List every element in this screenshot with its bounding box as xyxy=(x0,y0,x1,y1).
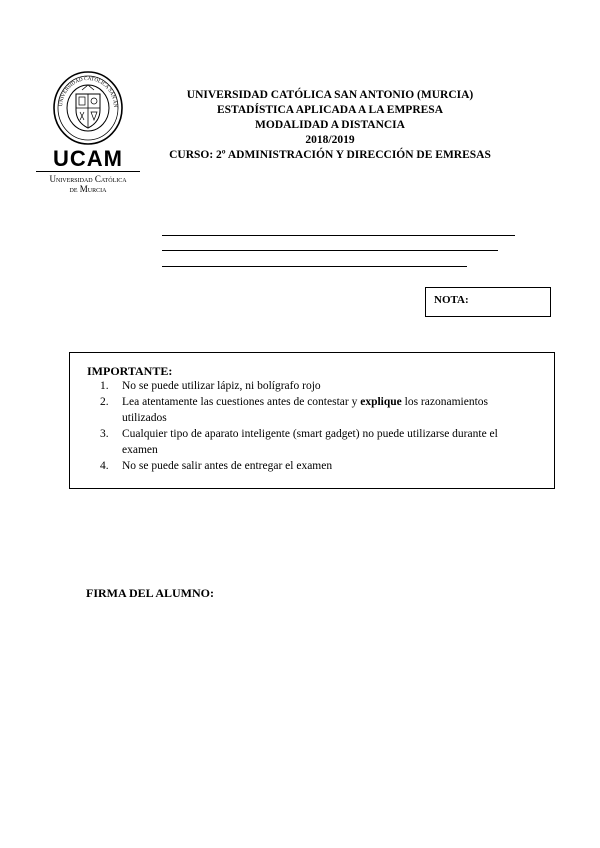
header-year: 2018/2019 xyxy=(305,134,355,146)
list-item xyxy=(100,458,520,474)
list-item xyxy=(100,426,520,458)
nota-label: NOTA: xyxy=(434,294,469,306)
list-number: 1. xyxy=(100,380,109,392)
list-item xyxy=(100,378,520,394)
list-text-before: Lea atentamente las cuestiones antes de contestar y xyxy=(122,396,361,408)
dni-line[interactable] xyxy=(162,266,467,267)
important-title: IMPORTANTE: xyxy=(87,364,173,378)
nombre-line[interactable] xyxy=(162,250,498,251)
list-text: No se puede utilizar lápiz, ni bolígrafo rojo xyxy=(122,380,321,392)
apellidos-line[interactable] xyxy=(162,235,515,236)
signature-label: FIRMA DEL ALUMNO: xyxy=(86,586,215,600)
document-header xyxy=(140,88,520,163)
list-text: No se puede salir antes de entregar el examen xyxy=(122,460,333,472)
university-seal-icon xyxy=(52,70,124,146)
list-item xyxy=(100,394,520,426)
list-text: Cualquier tipo de aparato inteligente (smart gadget) no puede utilizarse durante el examen xyxy=(122,428,498,456)
header-university: UNIVERSIDAD CATÓLICA SAN ANTONIO (MURCIA) xyxy=(186,89,474,101)
list-text-after: los razonamientos utilizados xyxy=(122,396,488,424)
logo-name: UCAM xyxy=(53,146,123,171)
list-text-bold: explique xyxy=(360,396,402,408)
list-number: 4. xyxy=(100,460,109,472)
logo-subtitle-line2: de Murcia xyxy=(69,184,107,194)
header-subject: ESTADÍSTICA APLICADA A LA EMPRESA xyxy=(216,104,443,116)
header-modality: MODALIDAD A DISTANCIA xyxy=(255,119,405,131)
header-course: CURSO: 2º ADMINISTRACIÓN Y DIRECCIÓN DE EMRESAS xyxy=(169,149,491,161)
list-number: 3. xyxy=(100,428,109,440)
important-box xyxy=(69,352,555,489)
svg-text:UNIVERSIDAD CATÓLICA SAN ANTON: UNIVERSIDAD CATÓLICA SAN AN xyxy=(58,75,119,108)
list-number: 2. xyxy=(100,396,109,408)
instructions-list xyxy=(100,378,520,474)
ucam-logo xyxy=(36,70,156,195)
logo-subtitle-line1: Universidad Católica xyxy=(49,174,127,184)
logo-divider xyxy=(36,171,140,172)
logo-wordmark xyxy=(36,148,140,194)
nota-box[interactable] xyxy=(425,287,551,317)
